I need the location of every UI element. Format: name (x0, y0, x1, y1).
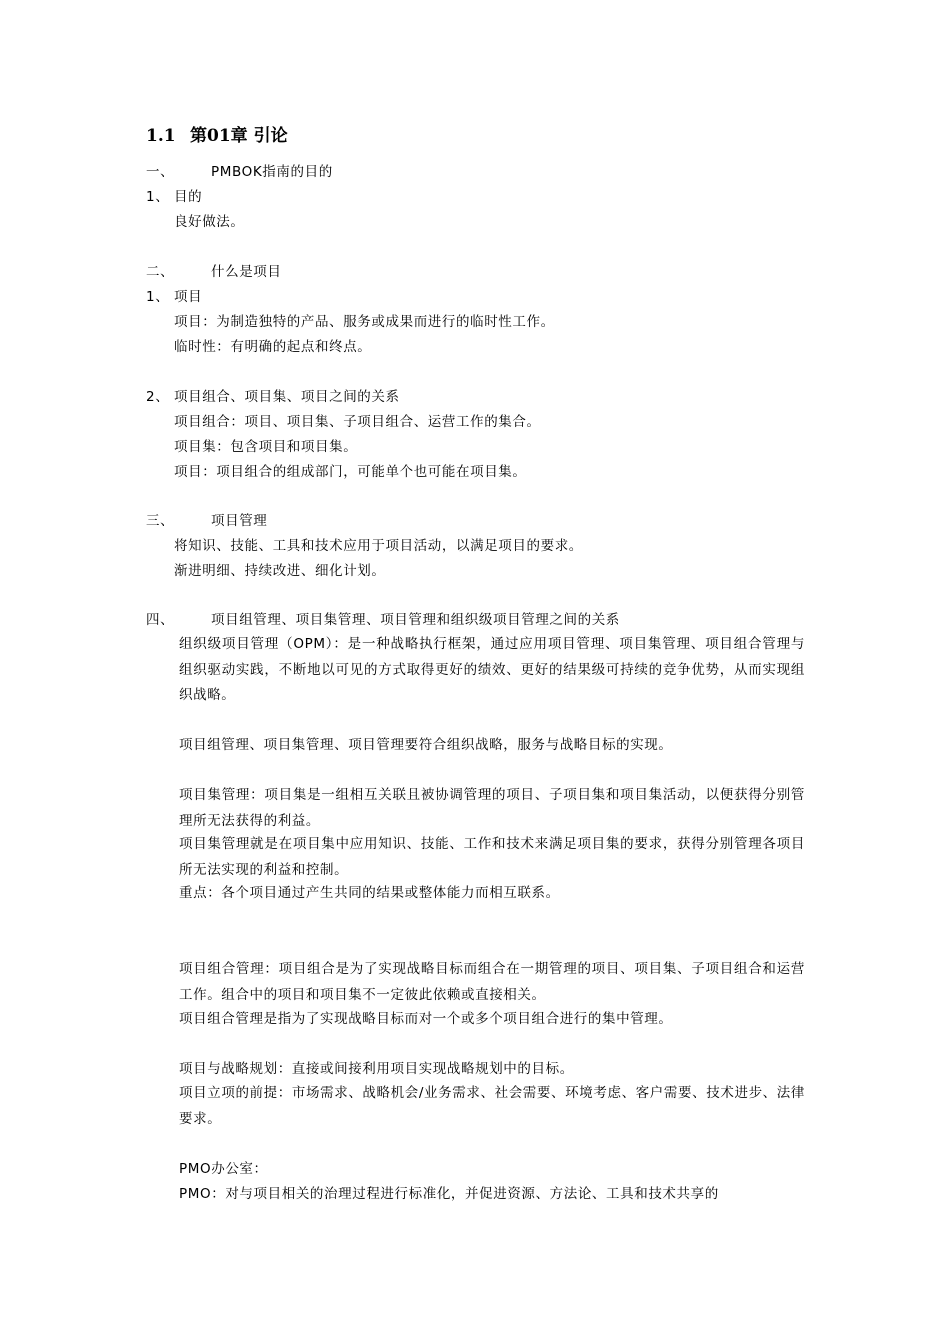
section-1-title: PMBOK指南的目的 (211, 164, 333, 180)
section-4-paragraph-pmo-title: PMO办公室： (179, 1161, 268, 1177)
section-2-1-heading (146, 287, 202, 307)
section-2-1-text-1: 项目：为制造独特的产品、服务或成果而进行的临时性工作。 (174, 314, 555, 330)
section-4-paragraph-portfolio-mgmt: 项目组合管理是指为了实现战略目标而对一个或多个项目组合进行的集中管理。 (179, 1011, 673, 1027)
section-1-1-heading (146, 187, 202, 207)
section-4-paragraph-pmo-text: PMO：对与项目相关的治理过程进行标准化，并促进资源、方法论、工具和技术共享的 (179, 1186, 719, 1202)
section-2-marker: 二、 (146, 264, 175, 280)
section-4-paragraph-key-point: 重点：各个项目通过产生共同的结果或整体能力而相互联系。 (179, 885, 560, 901)
section-2-2-text-2: 项目集：包含项目和项目集。 (174, 439, 358, 455)
section-2-2-text-1: 项目组合：项目、项目集、子项目组合、运营工作的集合。 (174, 414, 541, 430)
chapter-title: 第01章 引论 (190, 126, 288, 146)
section-1-1-title: 目的 (174, 189, 203, 205)
section-1-heading (146, 162, 333, 182)
section-3-text-1: 将知识、技能、工具和技术应用于项目活动，以满足项目的要求。 (174, 538, 583, 554)
section-2-title: 什么是项目 (211, 264, 282, 280)
section-2-2-title: 项目组合、项目集、项目之间的关系 (174, 389, 400, 405)
section-4-title: 项目组管理、项目集管理、项目管理和组织级项目管理之间的关系 (211, 612, 620, 628)
section-2-1-text-2: 临时性：有明确的起点和终点。 (174, 339, 372, 355)
section-4-paragraph-opm: 组织级项目管理（OPM）：是一种战略执行框架，通过应用项目管理、项目集管理、项目组合管理与组织驱动实践，不断地以可见的方式取得更好的绩效、更好的结果级可持续的竞争优势，从而实现组织战略。 (179, 636, 805, 703)
section-4-paragraph-program-def: 项目集管理：项目集是一组相互关联且被协调管理的项目、子项目集和项目集活动，以便获得分别管理所无法获得的利益。 (179, 787, 805, 829)
section-1-marker: 一、 (146, 164, 175, 180)
section-2-1-title: 项目 (174, 289, 203, 305)
section-4-marker: 四、 (146, 612, 175, 628)
section-4-paragraph-alignment: 项目组管理、项目集管理、项目管理要符合组织战略，服务与战略目标的实现。 (179, 737, 673, 753)
section-4-paragraph-strategy: 项目与战略规划：直接或间接利用项目实现战略规划中的目标。 (179, 1061, 574, 1077)
section-3-heading (146, 511, 267, 531)
section-2-1-marker: 1、 (146, 289, 170, 305)
chapter-number: 1.1 (146, 126, 176, 146)
chapter-heading (146, 124, 288, 148)
section-4-heading (146, 610, 620, 630)
section-3-text-2: 渐进明细、持续改进、细化计划。 (174, 563, 386, 579)
section-2-heading (146, 262, 282, 282)
section-2-2-text-3: 项目：项目组合的组成部门，可能单个也可能在项目集。 (174, 464, 527, 480)
section-3-marker: 三、 (146, 513, 175, 529)
section-3-title: 项目管理 (211, 513, 268, 529)
section-1-1-text: 良好做法。 (174, 214, 245, 230)
section-4-paragraph-project-initiation: 项目立项的前提：市场需求、战略机会/业务需求、社会需要、环境考虑、客户需要、技术进步、法律要求。 (179, 1085, 805, 1127)
section-2-2-marker: 2、 (146, 389, 170, 405)
section-2-2-heading (146, 387, 400, 407)
section-4-paragraph-program-mgmt: 项目集管理就是在项目集中应用知识、技能、工作和技术来满足项目集的要求，获得分别管理各项目所无法实现的利益和控制。 (179, 836, 805, 878)
section-4-paragraph-portfolio-def: 项目组合管理：项目组合是为了实现战略目标而组合在一期管理的项目、项目集、子项目组合和运营工作。组合中的项目和项目集不一定彼此依赖或直接相关。 (179, 961, 805, 1003)
section-1-1-marker: 1、 (146, 189, 170, 205)
